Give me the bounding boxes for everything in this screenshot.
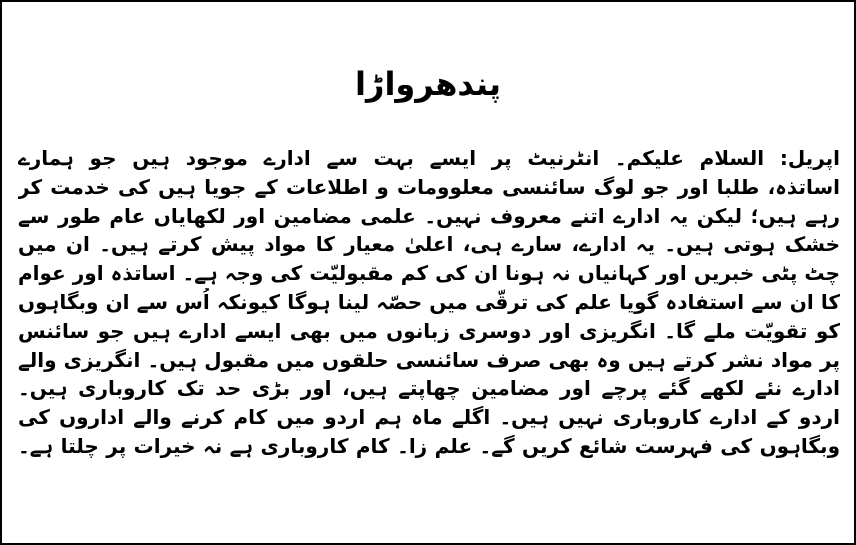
article-body [18,144,840,461]
text-line: اردو کے ادارے کاروباری نہیں ہیں۔ اگلے ماہ ہم اردو میں کام کرنے والے اداروں کی [18,405,840,430]
text-line: وبگاہوں کی فہرست شائع کریں گے۔ علم زا۔ کام کاروباری ہے نہ خیرات پر چلتا ہے۔ [18,433,840,458]
text-line: کو تقویّت ملے گا۔ انگریزی اور دوسری زبانوں میں بھی ایسے ادارے ہیں جو سائنس [18,318,840,343]
page-title: پندھرواڑا [355,65,501,103]
text-line: رہے ہیں؛ لیکن یہ ادارے اتنے معروف نہیں۔ علمی مضامین اور لکھایاں عام طور سے [18,203,840,228]
text-line: اپریل: السلام علیکم۔ انٹرنیٹ پر ایسے بہت سے ادارے موجود ہیں جو ہمارے [18,146,840,170]
text-line: کا ان سے استفادہ گویا علم کی ترقّی میں حصّہ لینا ہوگا کیونکہ اُس سے ان وبگاہوں [18,289,840,314]
text-line: پر مواد نشر کرتے ہیں وہ بھی صرف سائنسی حلقوں میں مقبول ہیں۔ انگریزی والے [18,347,840,372]
text-line: چٹ پٹی خبریں اور کہانیاں نہ ہونا ان کی کم مقبولیّت کی وجہ ہے۔ اساتذہ اور عوام [18,261,840,286]
text-line: اساتذہ، طلبا اور جو لوگ سائنسی معلوومات و اطلاعات کے جویا ہیں کی خدمت کر [18,174,840,199]
text-line: ادارے نئے لکھے گئے پرچے اور مضامین چھاپتے ہیں، اور بڑی حد تک کاروباری ہیں۔ [18,376,840,401]
text-line: خشک ہوتی ہیں۔ یہ ادارے، سارے ہی، اعلیٰ معیار کا مواد پیش کرتے ہیں۔ ان میں [18,232,840,257]
